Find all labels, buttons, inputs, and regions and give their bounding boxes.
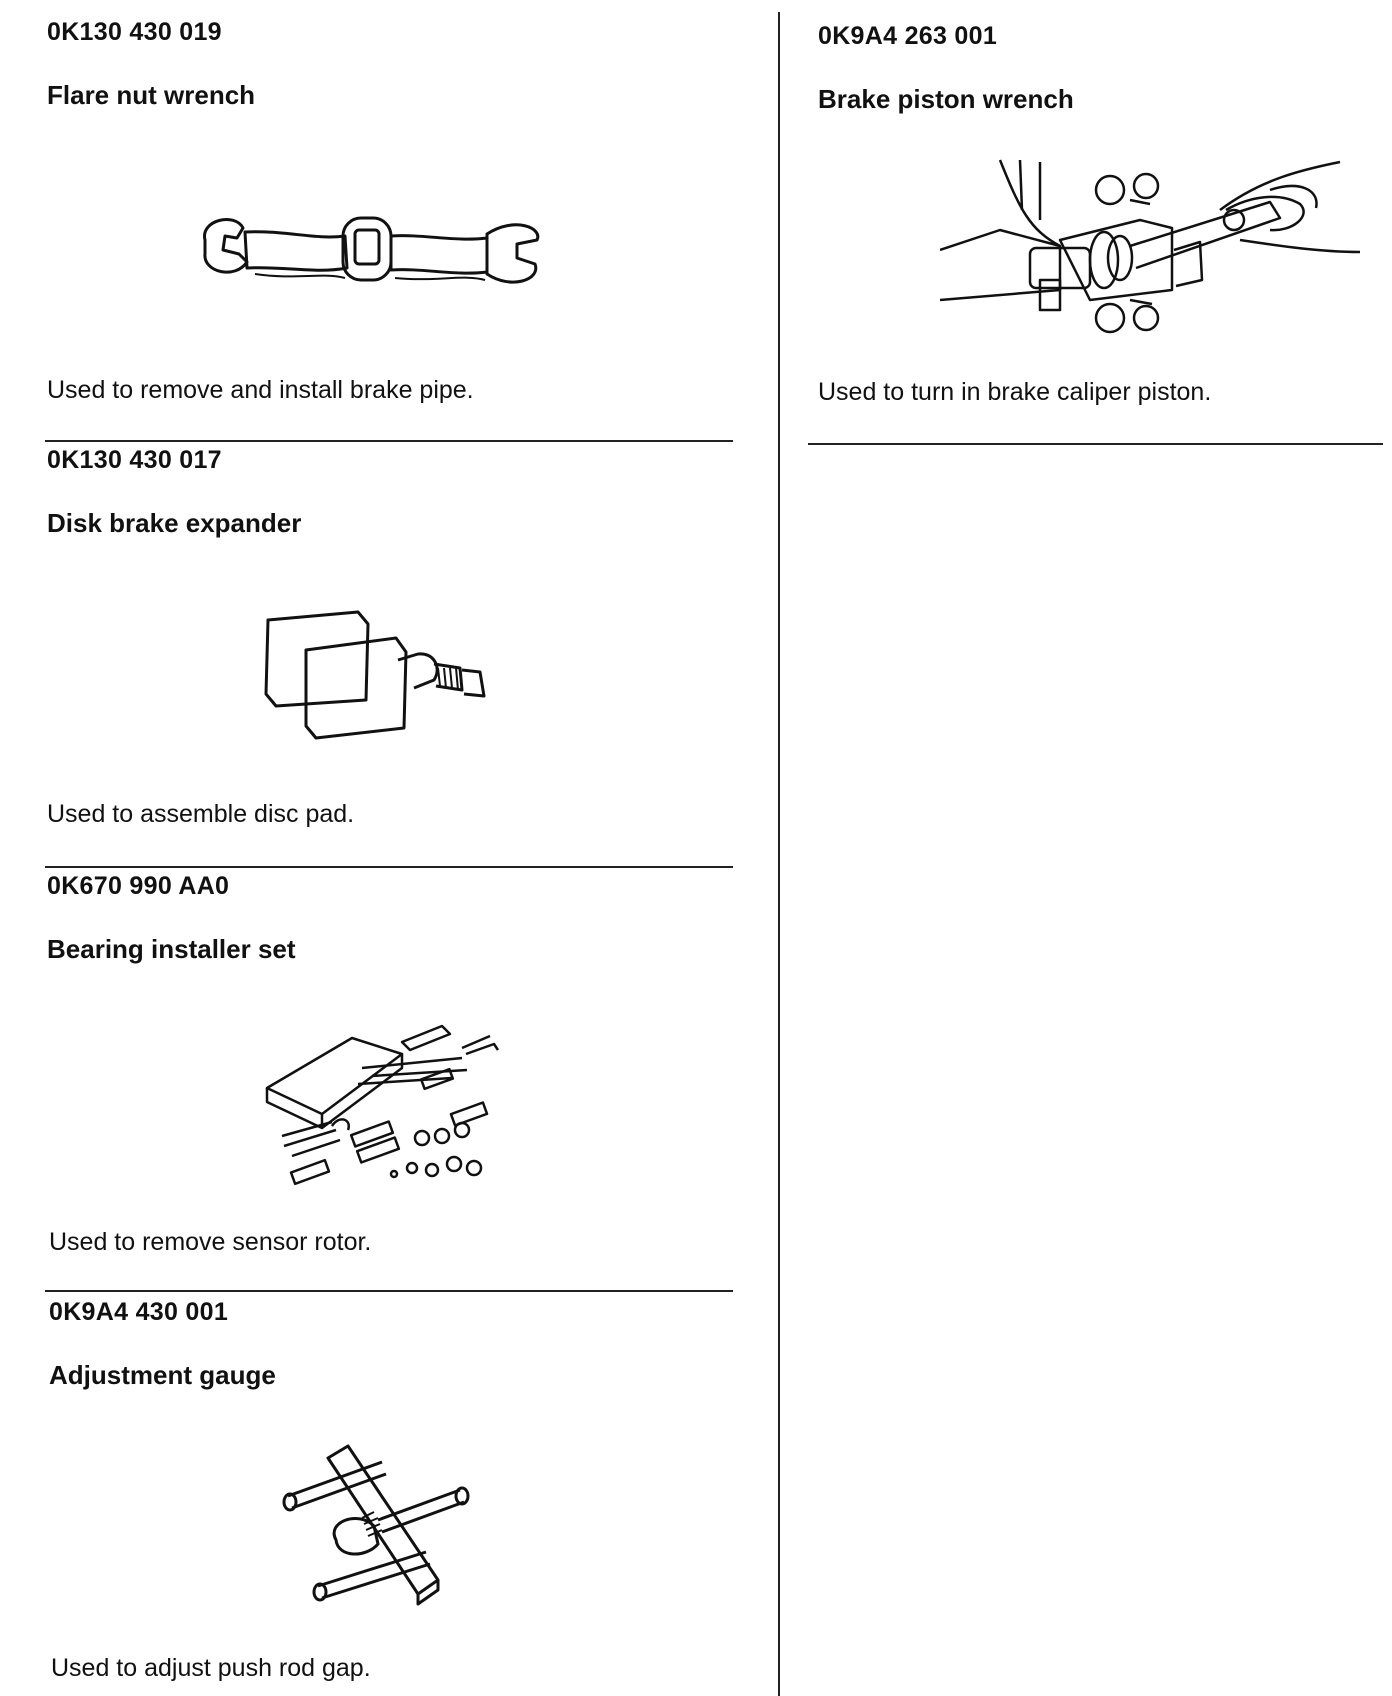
section-rule <box>808 443 1383 445</box>
tool-name: Adjustment gauge <box>49 1360 276 1390</box>
section-rule <box>45 1290 733 1292</box>
part-number: 0K130 430 019 <box>47 18 222 46</box>
usage-text: Used to remove and install brake pipe. <box>47 376 474 404</box>
bearing-installer-set-illustration <box>262 1018 512 1188</box>
part-number: 0K670 990 AA0 <box>47 872 230 900</box>
tool-name: Disk brake expander <box>47 508 302 538</box>
disk-brake-expander-illustration <box>258 610 498 750</box>
tool-name: Flare nut wrench <box>47 80 256 110</box>
tool-name: Brake piston wrench <box>818 84 1074 114</box>
part-number: 0K130 430 017 <box>47 446 222 474</box>
usage-text: Used to adjust push rod gap. <box>51 1654 371 1682</box>
usage-text: Used to assemble disc pad. <box>47 800 355 828</box>
usage-text: Used to remove sensor rotor. <box>49 1228 372 1256</box>
section-rule <box>45 866 733 868</box>
part-number: 0K9A4 430 001 <box>49 1298 229 1326</box>
section-rule <box>45 440 733 442</box>
usage-text: Used to turn in brake caliper piston. <box>818 378 1212 406</box>
tool-name: Bearing installer set <box>47 934 296 964</box>
brake-piston-wrench-illustration <box>940 150 1360 350</box>
flare-nut-wrench-illustration <box>195 210 545 300</box>
adjustment-gauge-illustration <box>278 1440 478 1610</box>
part-number: 0K9A4 263 001 <box>818 22 998 50</box>
column-divider <box>778 12 780 1696</box>
